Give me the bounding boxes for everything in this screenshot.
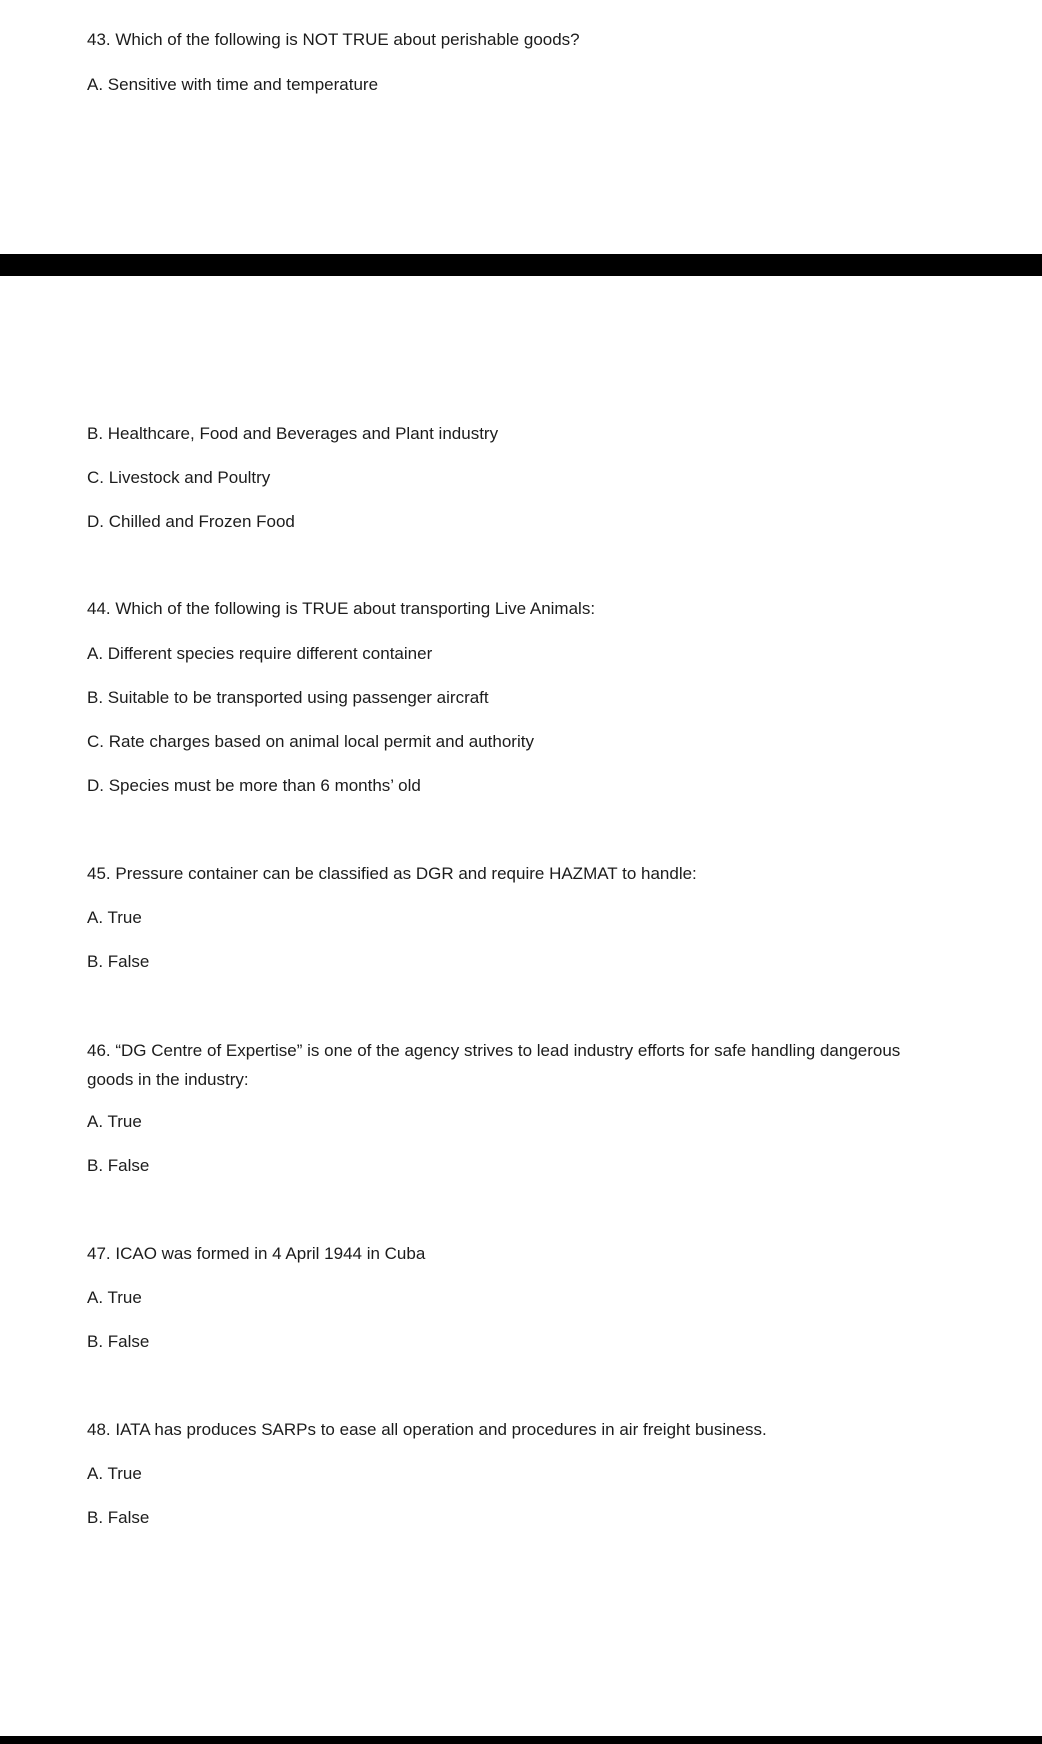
question-47-option-a: A. True	[87, 1288, 142, 1307]
question-46-option-b: B. False	[87, 1156, 150, 1175]
question-44-option-d: D. Species must be more than 6 months’ old	[87, 776, 421, 795]
question-43-option-d: D. Chilled and Frozen Food	[87, 512, 295, 531]
question-48-option-b: B. False	[87, 1508, 150, 1527]
question-43-option-a: A. Sensitive with time and temperature	[87, 75, 379, 94]
question-43-option-c: C. Livestock and Poultry	[87, 468, 271, 487]
question-44-text: 44. Which of the following is TRUE about transporting Live Animals:	[87, 599, 596, 618]
question-47-option-b: B. False	[87, 1332, 150, 1351]
question-43-option-b: B. Healthcare, Food and Beverages and Plant industry	[87, 424, 499, 443]
question-45-option-b: B. False	[87, 952, 150, 971]
question-44-option-c: C. Rate charges based on animal local permit and authority	[87, 732, 534, 751]
question-45-option-a: A. True	[87, 908, 142, 927]
question-47-text: 47. ICAO was formed in 4 April 1944 in Cuba	[87, 1244, 426, 1263]
bottom-black-bar	[0, 1736, 1042, 1744]
question-46-text: 46. “DG Centre of Expertise” is one of the agency strives to lead industry efforts for safe handling dangerous goods in the industry:	[87, 1041, 901, 1089]
question-48-option-a: A. True	[87, 1464, 142, 1483]
question-44-option-a: A. Different species require different container	[87, 644, 433, 663]
question-44-option-b: B. Suitable to be transported using passenger aircraft	[87, 688, 489, 707]
question-45-text: 45. Pressure container can be classified as DGR and require HAZMAT to handle:	[87, 864, 697, 883]
black-redaction-bar	[0, 254, 1042, 276]
question-43-text: 43. Which of the following is NOT TRUE about perishable goods?	[87, 30, 580, 49]
question-48-text: 48. IATA has produces SARPs to ease all operation and procedures in air freight business.	[87, 1420, 767, 1439]
question-46-option-a: A. True	[87, 1112, 142, 1131]
